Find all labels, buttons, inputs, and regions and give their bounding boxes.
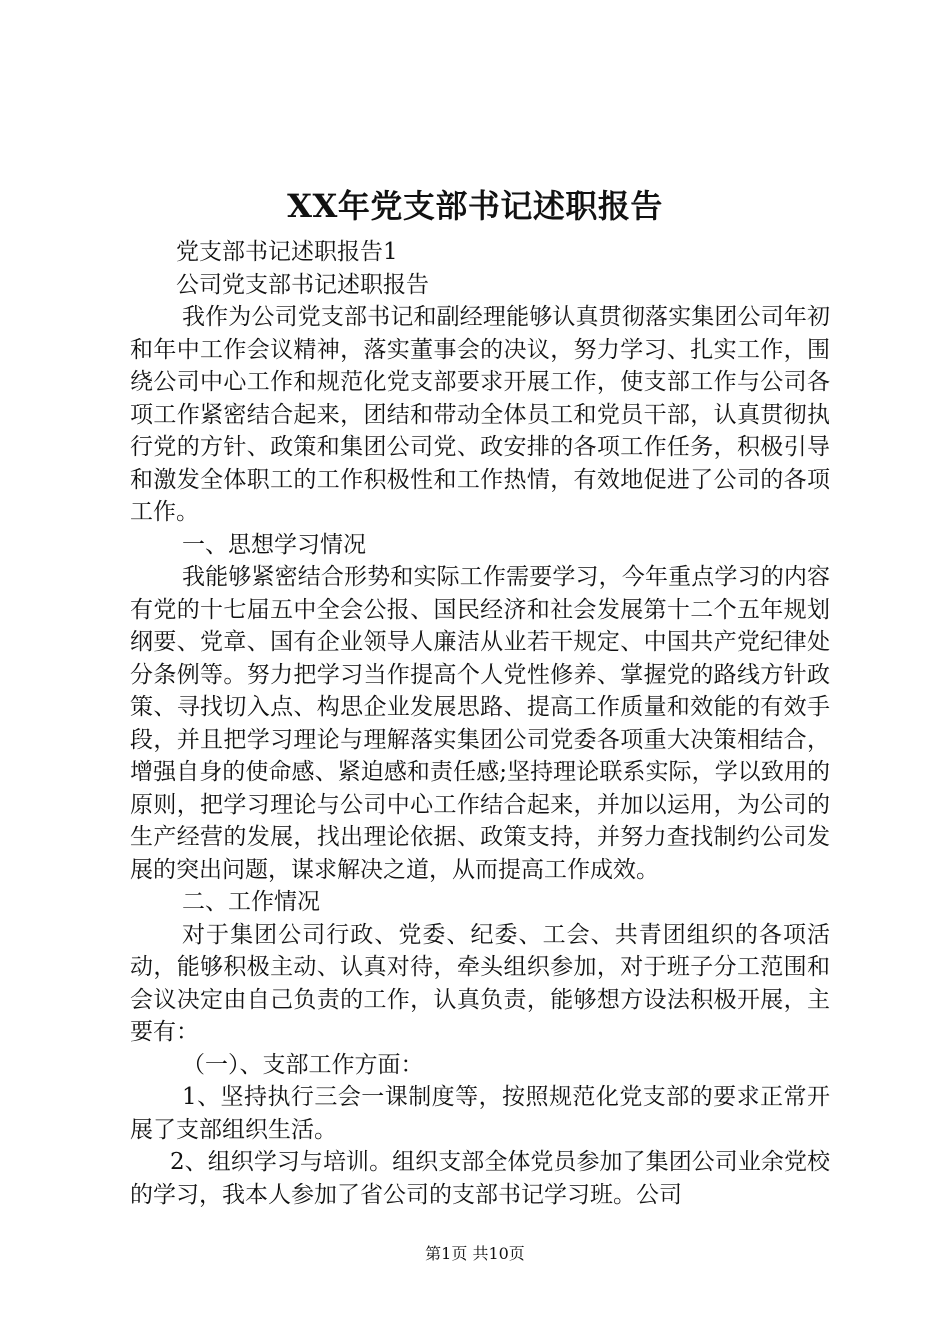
paragraph-study: 我能够紧密结合形势和实际工作需要学习，今年重点学习的内容有党的十七届五中全会公报、国民经济和社会发展第十二个五年规划纲要、党章、国有企业领导人廉洁从业若干规定、中国共产党纪律处分条例等。努力把学习当作提高个人党性修养、掌握党的路线方针政策、寻找切入点、构思企业发展思路、提高工作质量和效能的有效手段，并且把学习理论与理解落实集团公司党委各项重大决策相结合，增强自身的使命感、紧迫感和责任感;坚持理论联系实际，学以致用的原则，把学习理论与公司中心工作结合起来，并加以运用，为公司的生产经营的发展，找出理论依据、政策支持，并努力查找制约公司发展的突出问题，谋求解决之道，从而提高工作成效。 — [130, 564, 830, 883]
section-heading-study: 一、思想学习情况 — [182, 531, 366, 558]
document-body — [130, 236, 830, 1211]
document-title: XX年党支部书记述职报告 — [287, 187, 663, 225]
section-heading-work: 二、工作情况 — [182, 889, 320, 915]
paragraph-work: 对于集团公司行政、党委、纪委、工会、共青团组织的各项活动，能够积极主动、认真对待，牵头组织参加，对于班子分工范围和会议决定由自己负责的工作，认真负责，能够想方设法积极开展，主要有： — [130, 921, 830, 1045]
subsection-heading-branch: （一）、支部工作方面： — [182, 1051, 424, 1078]
paragraph-intro: 我作为公司党支部书记和副经理能够认真贯彻落实集团公司年初和年中工作会议精神，落实董事会的决议，努力学习、扎实工作，围绕公司中心工作和规范化党支部要求开展工作，使支部工作与公司各项工作紧密结合起来，团结和带动全体员工和党员干部，认真贯彻执行党的方针、政策和集团公司党、政安排的各项工作任务，积极引导和激发全体职工的工作积极性和工作热情，有效地促进了公司的各项工作。 — [130, 304, 830, 525]
page-footer: 第1页 共10页 — [425, 1244, 525, 1263]
list-item-1: 1、坚持执行三会一课制度等，按照规范化党支部的要求正常开展了支部组织生活。 — [130, 1084, 830, 1143]
paragraph-subtitle: 党支部书记述职报告1 — [176, 239, 398, 265]
paragraph-report-heading: 公司党支部书记述职报告 — [176, 271, 429, 298]
list-item-2: 2、组织学习与培训。组织支部全体党员参加了集团公司业余党校的学习，我本人参加了省公司的支部书记学习班。公司 — [130, 1149, 830, 1208]
